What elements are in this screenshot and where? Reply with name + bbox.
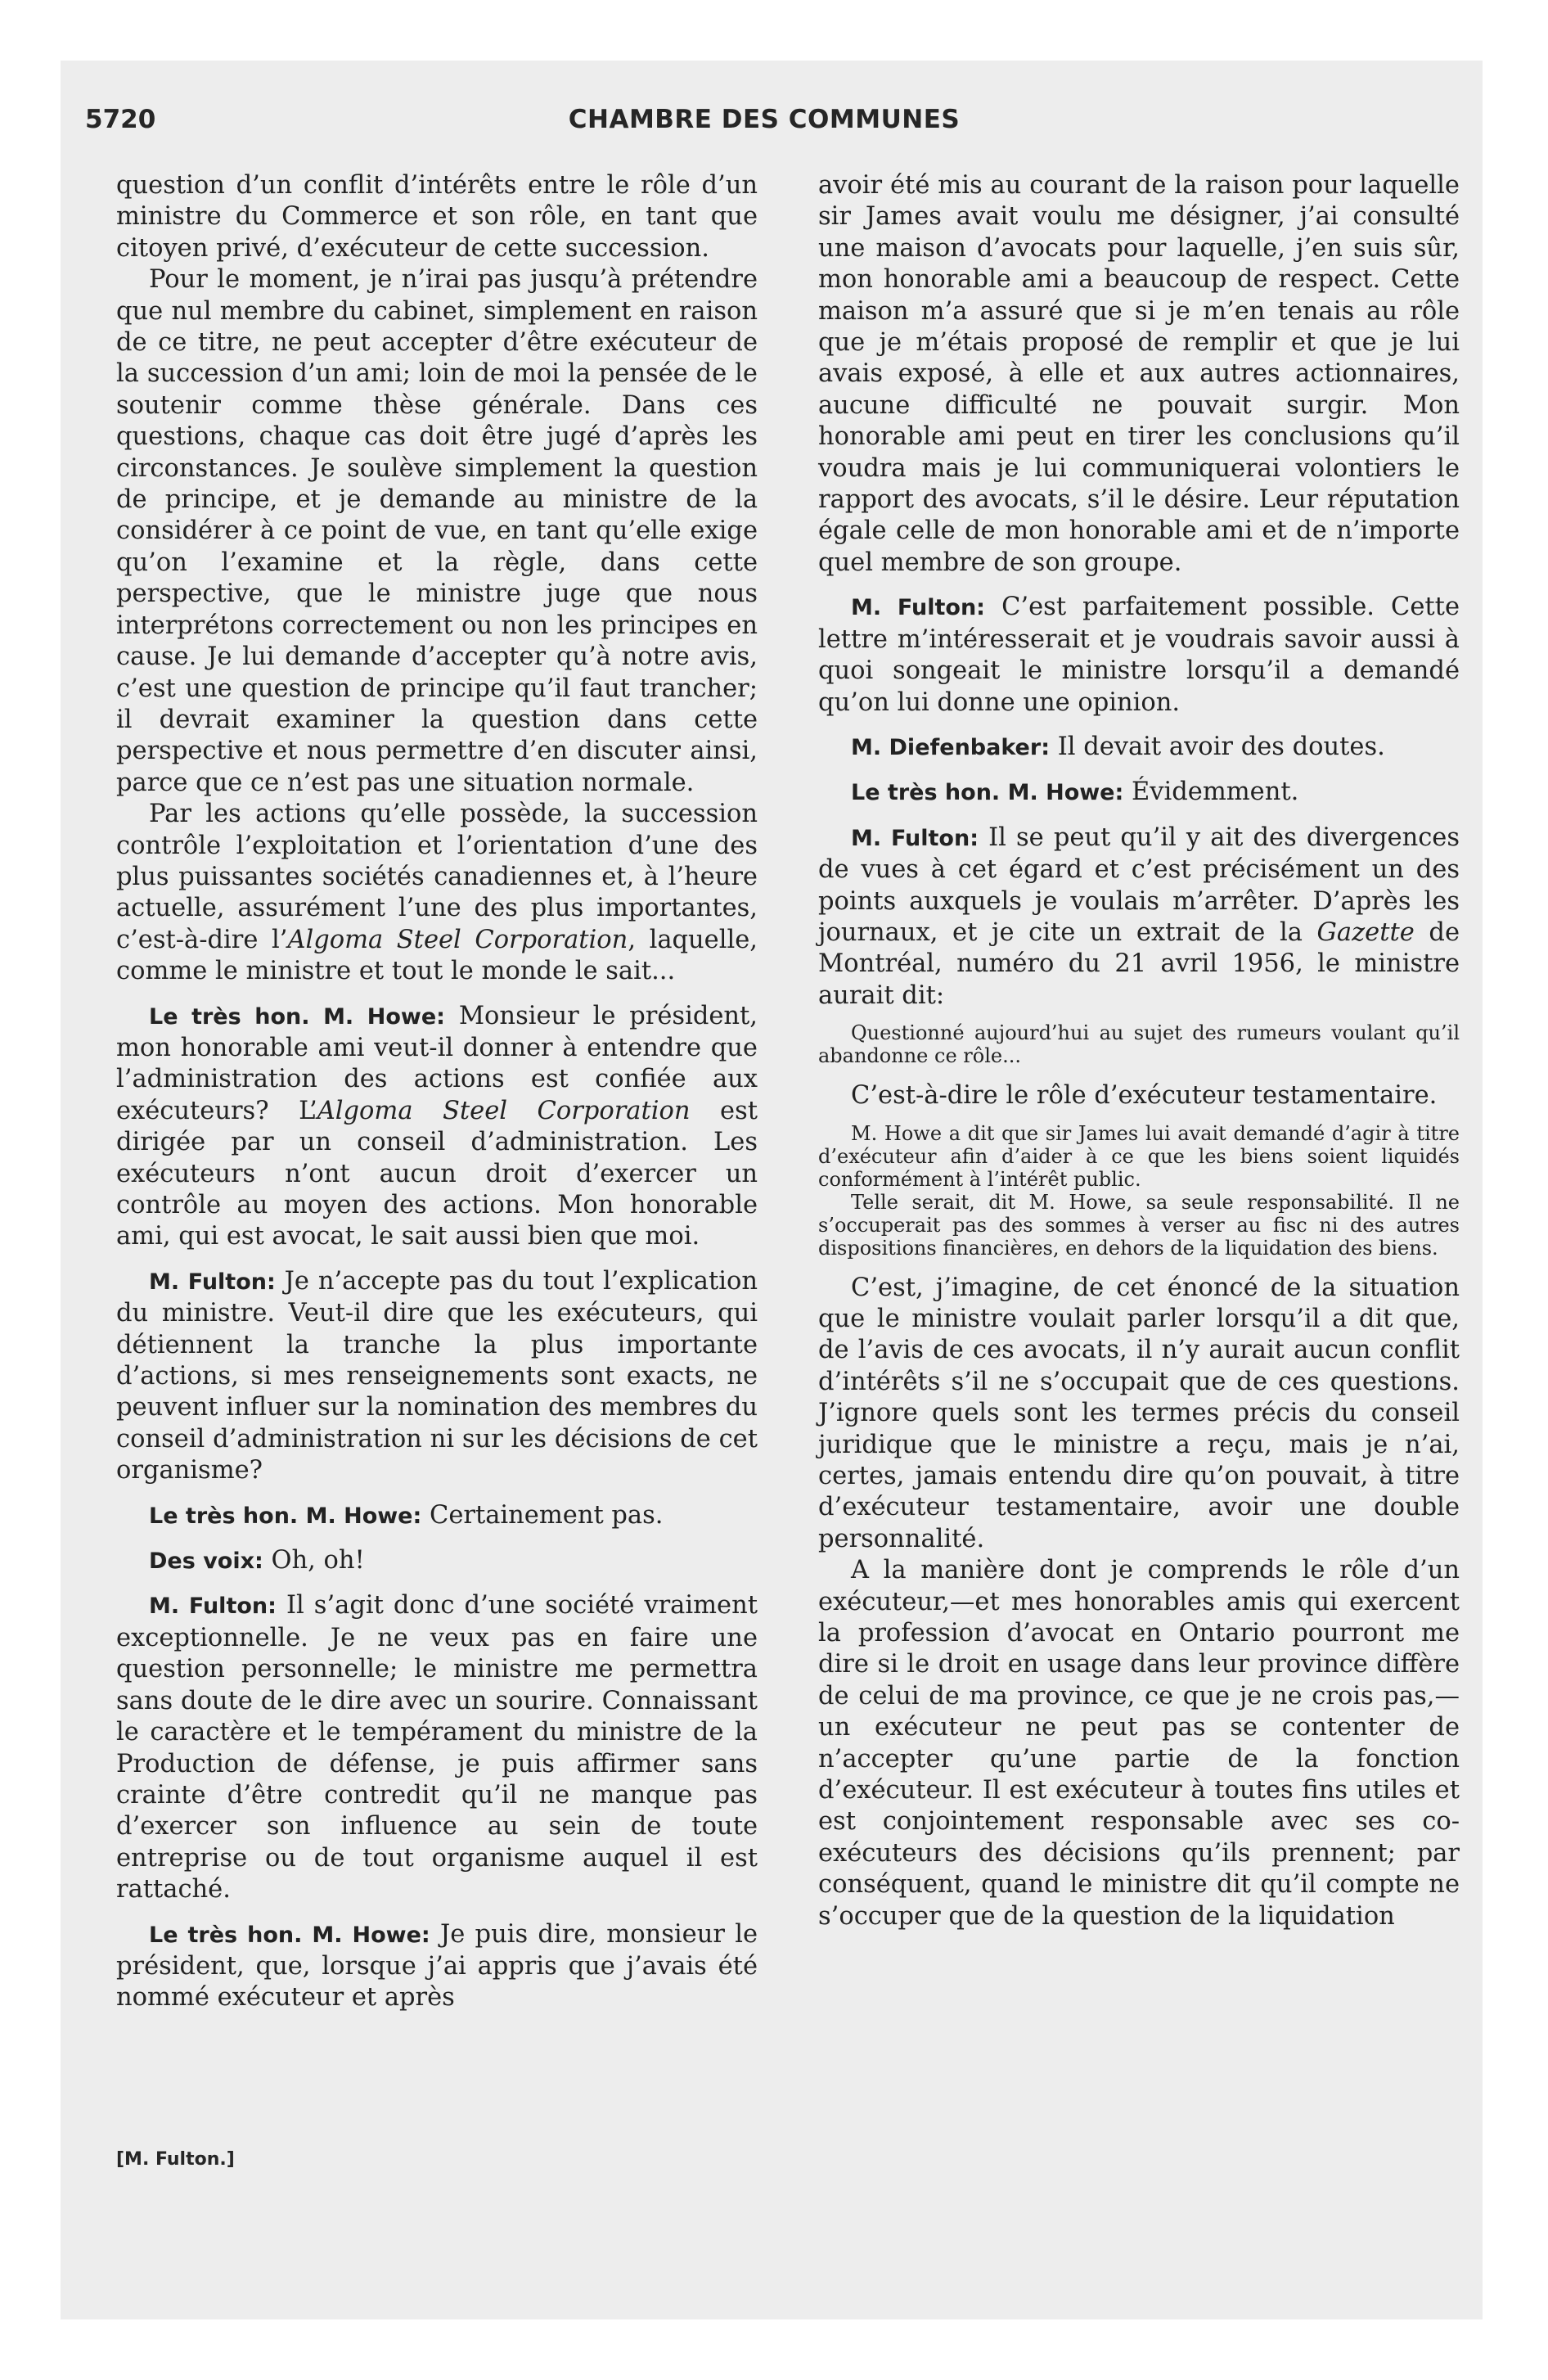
speaker-name: M. Fulton: xyxy=(851,595,985,621)
speaker-name: Le très hon. M. Howe: xyxy=(149,1922,430,1948)
right-column xyxy=(818,170,1460,1932)
speech: Le très hon. M. Howe: Évidemment. xyxy=(851,778,1299,807)
speech: M. Fulton: Il s’agit donc d’une société vraiment exceptionnelle. Je ne veux pas en faire une question personnelle; le ministre me permettra sans doute de le dire avec un sourire. Connaissant le caractère et le tempérament du ministre de la Production de défense, je puis affirmer sans crainte d’être contredit qu’il ne manque pas d’exercer son influence au sein de toute entreprise ou de tout organisme auquel il est rattaché. xyxy=(116,1591,758,1904)
paragraph: avoir été mis au courant de la raison pour laquelle sir James avait voulu me désigner, j’ai consulté une maison d’avocats pour laquelle, j’en suis sûr, mon honorable ami a beaucoup de respect. Cette maison m’a assuré que si je m’en tenais au rôle que je m’étais proposé de remplir et que je lui avais exposé, à elle et aux autres actionnaires, aucune difficulté ne pouvait surgir. Mon honorable ami peut en tirer les conclusions qu’il voudra mais je lui communiquerai volontiers le rapport des avocats, s’il le désire. Leur réputation égale celle de mon honorable ami et de n’importe quel membre de son groupe. xyxy=(818,171,1460,577)
speaker-attribution: [M. Fulton.] xyxy=(116,2149,235,2170)
speaker-name: Des voix: xyxy=(149,1548,263,1575)
paragraph: C’est, j’imagine, de cet énoncé de la situation que le ministre voulait parler lorsqu’il a dit que, de l’avis de ces avocats, il n’y aurait aucun conflit d’intérêts s’il ne s’occupait que de ces questions. J’ignore quels sont les termes précis du conseil juridique que le ministre a reçu, mais je n’ai, certes, jamais entendu dire qu’on pouvait, à titre d’exécuteur testamentaire, avoir une double personnalité. xyxy=(818,1273,1460,1553)
speech: M. Fulton: Je n’accepte pas du tout l’explication du ministre. Veut-il dire que les exécuteurs, qui détiennent la tranche la plus importante d’actions, si mes renseignements sont exacts, ne peuvent influer sur la nomination des membres du conseil d’administration ni sur les décisions de cet organisme? xyxy=(116,1266,758,1485)
speech: M. Diefenbaker: Il devait avoir des doutes. xyxy=(851,732,1385,761)
speaker-name: M. Fulton: xyxy=(149,1269,276,1295)
speaker-name: M. Diefenbaker: xyxy=(851,734,1050,760)
quote-paragraph: M. Howe a dit que sir James lui avait demandé d’agir à titre d’exécuteur afin d’aider à ce que les biens soient liquidés conformément à l’intérêt public. xyxy=(818,1121,1460,1191)
speaker-name: Le très hon. M. Howe: xyxy=(851,780,1124,806)
italic-title: Algoma Steel Corporation xyxy=(317,1096,691,1125)
speaker-name: M. Fulton: xyxy=(851,825,979,851)
speech: Le très hon. M. Howe: Monsieur le président, mon honorable ami veut-il donner à entendre que l’administration des actions est confiée aux exécuteurs? L’Algoma Steel Corporation est dirigée par un conseil d’administration. Les exécuteurs n’ont aucun droit d’exercer un contrôle au moyen des actions. Mon honorable ami, qui est avocat, le sait aussi bien que moi. xyxy=(116,1001,758,1251)
paragraph: A la manière dont je comprends le rôle d’un exécuteur,—et mes honorables amis qui exercent la profession d’avocat en Ontario pourront me dire si le droit en usage dans leur province diffère de celui de ma province, ce que je ne crois pas,—un exécuteur ne peut pas se contenter de n’accepter qu’une partie de la fonction d’exécuteur. Il est exécuteur à toutes fins utiles et est conjointement responsable avec ses co-exécuteurs des décisions qu’ils prennent; par conséquent, quand le ministre dit qu’il compte ne s’occuper que de la question de la liquidation xyxy=(818,1556,1460,1931)
italic-title: Gazette xyxy=(1316,917,1415,947)
page-number: 5720 xyxy=(85,105,156,134)
paragraph: question d’un conflit d’intérêts entre le rôle d’un ministre du Commerce et son rôle, en tant que citoyen privé, d’exécuteur de cette succession. xyxy=(116,171,758,263)
paragraph: C’est-à-dire le rôle d’exécuteur testamentaire. xyxy=(851,1081,1438,1111)
quote-paragraph: Telle serait, dit M. Howe, sa seule responsabilité. Il ne s’occuperait pas des sommes à verser au fisc ni des autres dispositions financières, en dehors de la liquidation des biens. xyxy=(818,1190,1460,1260)
left-column xyxy=(116,170,758,2014)
quote-paragraph: Questionné aujourd’hui au sujet des rumeurs voulant qu’il abandonne ce rôle... xyxy=(818,1021,1460,1068)
speech: Le très hon. M. Howe: Certainement pas. xyxy=(149,1500,664,1530)
speaker-name: Le très hon. M. Howe: xyxy=(149,1503,422,1529)
italic-title: Algoma Steel Corporation xyxy=(287,925,628,954)
speech: M. Fulton: Il se peut qu’il y ait des divergences de vues à cet égard et c’est précisément un des points auxquels je voulais m’arrêter. D’après les journaux, et je cite un extrait de la Gazette de Montréal, numéro du 21 avril 1956, le ministre aurait dit: xyxy=(818,823,1460,1010)
speaker-name: M. Fulton: xyxy=(149,1593,277,1620)
page-header xyxy=(85,105,1443,144)
newspaper-quote xyxy=(818,1021,1460,1067)
speaker-name: Le très hon. M. Howe: xyxy=(149,1003,445,1030)
newspaper-quote xyxy=(818,1122,1460,1260)
running-title: CHAMBRE DES COMMUNES xyxy=(568,105,961,134)
paragraph: Par les actions qu’elle possède, la succession contrôle l’exploitation et l’orientation d’une des plus puissantes sociétés canadiennes et, à l’heure actuelle, assurément l’une des plus importantes, c’est-à-dire l’Algoma Steel Corporation, laquelle, comme le ministre et tout le monde le sait... xyxy=(116,800,758,986)
speech: Des voix: Oh, oh! xyxy=(149,1546,365,1575)
paragraph: Pour le moment, je n’irai pas jusqu’à prétendre que nul membre du cabinet, simplement en raison de ce titre, ne peut accepter d’être exécuteur de la succession d’un ami; loin de moi la pensée de le soutenir comme thèse générale. Dans ces questions, chaque cas doit être jugé d’après les circonstances. Je soulève simplement la question de principe, et je demande au ministre de la considérer à ce point de vue, en tant qu’elle exige qu’on l’examine et la règle, dans cette perspective, que le ministre juge que nous interprétons correctement ou non les principes en cause. Je lui demande d’accepter qu’à notre avis, c’est une question de principe qu’il faut trancher; il devrait examiner la question dans cette perspective et nous permettre d’en discuter ainsi, parce que ce n’est pas une situation normale. xyxy=(116,265,758,797)
speech: M. Fulton: C’est parfaitement possible. Cette lettre m’intéresserait et je voudrais savoir aussi à quoi songeait le ministre lorsqu’il a demandé qu’on lui donne une opinion. xyxy=(818,593,1460,717)
speech: Le très hon. M. Howe: Je puis dire, monsieur le président, que, lorsque j’ai appris que j’avais été nommé exécuteur et après xyxy=(116,1919,758,2013)
